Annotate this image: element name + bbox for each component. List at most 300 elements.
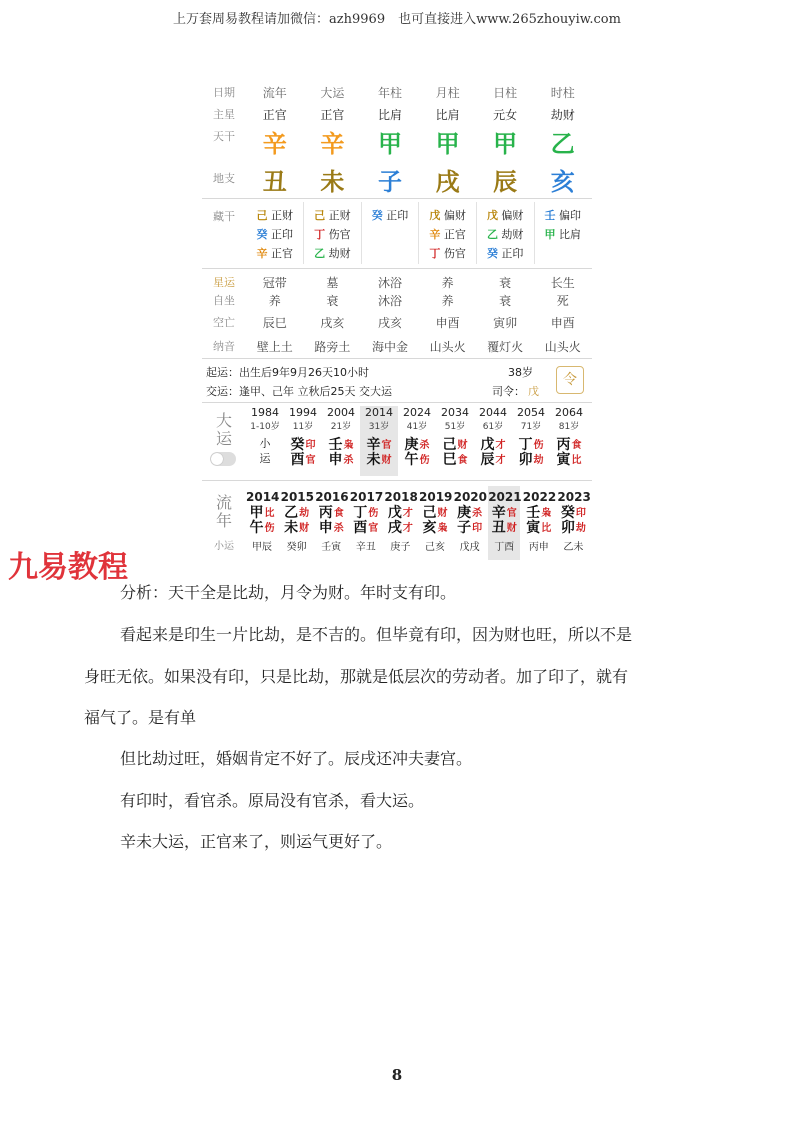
dayun-xiaoyun-char: 小 [259, 437, 271, 450]
liunian-ganzhi [384, 506, 416, 536]
dayun-age: 81岁 [558, 422, 580, 432]
kongwang-cell: 戌亥 [320, 316, 345, 330]
tiangan-label: 天干 [213, 130, 235, 143]
liunian-branch: 申 [318, 520, 333, 536]
liunian-xiaoyun: 己亥 [425, 542, 445, 553]
dizhi-cell: 辰 [493, 168, 518, 196]
canggan-stem: 甲 [544, 228, 556, 241]
divider [303, 202, 304, 264]
liunian-column[interactable] [488, 486, 520, 560]
liunian-stem: 乙 [284, 505, 299, 521]
bazi-chart-panel [202, 76, 592, 564]
canggan-stem: 乙 [314, 247, 326, 260]
page-number: 8 [391, 1066, 403, 1084]
dayun-year: 2064 [555, 406, 583, 419]
dayun-column[interactable] [398, 406, 436, 476]
liunian-branch: 卯 [560, 520, 575, 536]
dayun-god: 官 [381, 440, 392, 451]
dayun-year: 1984 [251, 406, 279, 419]
canggan-god: 伤官 [325, 228, 351, 241]
canggan-god: 正官 [440, 228, 466, 241]
dizhi-cell: 丑 [262, 168, 287, 196]
paragraph-3: 但比劫过旺，婚姻肯定不好了。辰戌还冲夫妻宫。 [120, 749, 473, 768]
liunian-stem: 庚 [457, 505, 472, 521]
kongwang-cell: 辰巳 [262, 316, 287, 330]
dayun-ganzhi [474, 438, 512, 468]
dayun-god: 财 [381, 455, 392, 466]
dayun-stem: 壬 [328, 437, 343, 453]
dizhi-cell: 亥 [550, 168, 575, 196]
canggan-stem: 丁 [314, 228, 326, 241]
canggan-item [246, 206, 304, 225]
xingyun-cell: 衰 [499, 276, 512, 290]
nayin-cell: 山头火 [544, 340, 581, 354]
divider [202, 198, 592, 199]
column-header: 时柱 [550, 86, 575, 100]
xingyun-cell: 冠带 [262, 276, 287, 290]
liunian-ganzhi [523, 506, 555, 536]
liunian-year: 2014 [246, 490, 280, 504]
dayun-age: 11岁 [292, 422, 314, 432]
liunian-branch: 未 [284, 520, 299, 536]
dayun-ganzhi [284, 438, 322, 468]
canggan-item [304, 206, 362, 225]
liunian-year: 2016 [315, 490, 349, 504]
liunian-branch: 丑 [491, 520, 506, 536]
dayun-god: 伤 [419, 455, 430, 466]
dayun-god: 官 [305, 455, 316, 466]
column-header: 大运 [320, 86, 345, 100]
liunian-column[interactable] [246, 486, 278, 560]
canggan-item [476, 244, 534, 263]
liunian-chars [388, 506, 402, 536]
xingyun-cell: 沐浴 [377, 276, 402, 290]
canggan-label: 藏干 [213, 210, 235, 223]
dayun-god: 劫 [533, 455, 544, 466]
jiaoyun-text: 交运：逢甲、己年 立秋后25天 交大运 [206, 385, 392, 398]
liunian-god: 财 [299, 523, 310, 534]
xingyun-cell: 墓 [326, 276, 339, 290]
xingyun-cell: 长生 [550, 276, 575, 290]
divider [202, 480, 592, 481]
dayun-gods [382, 438, 392, 468]
column-header: 日柱 [493, 86, 518, 100]
liunian-gods [299, 506, 309, 536]
liunian-xiaoyun: 丙申 [528, 542, 549, 553]
dayun-ganzhi [512, 438, 550, 468]
canggan-column [534, 206, 592, 244]
dayun-god: 才 [495, 440, 506, 451]
dayun-branch: 寅 [556, 452, 571, 468]
dayun-column[interactable] [550, 406, 588, 476]
dayun-stem: 己 [442, 437, 457, 453]
liunian-gods [472, 506, 482, 536]
siling-label: 司令： [492, 385, 525, 398]
canggan-god: 正印 [382, 209, 409, 222]
dayun-year: 2004 [327, 406, 355, 419]
nayin-cell: 海中金 [371, 340, 408, 354]
watermark-logo: 九易教程 [8, 550, 128, 585]
dayun-god: 比 [571, 455, 582, 466]
tiangan-row [202, 124, 592, 159]
canggan-god: 正印 [497, 247, 524, 260]
dayun-god: 枭 [343, 440, 354, 451]
liunian-column[interactable] [419, 486, 451, 560]
zizuo-row [202, 292, 592, 309]
dayun-year: 2024 [403, 406, 431, 419]
dayun-gods [496, 438, 506, 468]
liunian-chars [457, 506, 471, 536]
dayun-gods [572, 438, 582, 468]
divider [534, 202, 535, 264]
dayun-year: 2054 [517, 406, 545, 419]
dayun-ganzhi [436, 438, 474, 468]
dayun-column[interactable] [322, 406, 360, 476]
dayun-column[interactable] [436, 406, 474, 476]
canggan-god: 正财 [267, 209, 294, 222]
liunian-xiaoyun: 戊戌 [459, 542, 480, 553]
liunian-year: 2019 [419, 490, 453, 504]
main-star-row [202, 106, 592, 123]
dayun-column[interactable] [474, 406, 512, 476]
dizhi-cell: 子 [377, 168, 402, 196]
liunian-branch: 戌 [387, 520, 402, 536]
column-header: 流年 [262, 86, 287, 100]
dayun-age: 71岁 [520, 422, 542, 432]
kongwang-cell: 寅卯 [493, 316, 518, 330]
canggan-stem: 戊 [429, 209, 441, 222]
zizuo-cell: 养 [268, 294, 281, 308]
liunian-god: 杀 [472, 508, 483, 519]
canggan-item [246, 244, 304, 263]
canggan-god: 劫财 [497, 228, 524, 241]
liunian-gods [541, 506, 551, 536]
liunian-god: 枭 [437, 523, 448, 534]
paragraph-2: 看起来是印生一片比劫，是不吉的。但毕竟有印，因为财也旺，所以不是 [120, 625, 633, 644]
canggan-column [304, 206, 362, 263]
liunian-stem: 戊 [387, 505, 402, 521]
liunian-branch: 亥 [422, 520, 437, 536]
liunian-xiaoyun: 庚子 [390, 542, 411, 553]
dayun-year: 2034 [441, 406, 469, 419]
canggan-stem: 癸 [371, 209, 383, 222]
canggan-item [534, 206, 592, 225]
dayun-god: 伤 [533, 440, 544, 451]
tiangan-cell: 甲 [493, 130, 518, 158]
liunian-chars [353, 506, 367, 536]
tiangan-cell: 辛 [320, 130, 345, 158]
liunian-column[interactable] [350, 486, 382, 560]
dayun-column[interactable] [246, 406, 284, 476]
canggan-item [246, 225, 304, 244]
canggan-stem: 辛 [256, 247, 268, 260]
liunian-chars [250, 506, 264, 536]
tiangan-cell: 甲 [377, 130, 402, 158]
dayun-branch: 未 [366, 452, 381, 468]
paragraph-5: 辛未大运，正官来了，则运气更好了。 [120, 832, 393, 851]
dayun-ganzhi [398, 438, 436, 468]
liunian-column[interactable] [281, 486, 313, 560]
liunian-year: 2015 [280, 490, 314, 504]
zizuo-cell: 养 [441, 294, 454, 308]
dayun-column[interactable] [284, 406, 322, 476]
main-star-cell: 元女 [493, 108, 518, 122]
canggan-god: 偏印 [555, 209, 582, 222]
dayun-gods [306, 438, 316, 468]
liunian-xiaoyun: 辛丑 [355, 542, 376, 553]
canggan-column [419, 206, 477, 263]
canggan-god: 正财 [325, 209, 351, 222]
liunian-god: 比 [264, 508, 275, 519]
dayun-god: 杀 [419, 440, 430, 451]
dayun-chars [405, 438, 419, 468]
kongwang-cell: 申酉 [435, 316, 460, 330]
liunian-chars [492, 506, 506, 536]
column-header: 年柱 [377, 86, 402, 100]
dayun-chars [443, 438, 457, 468]
liunian-ganzhi [281, 506, 313, 536]
dayun-stem: 丙 [556, 437, 571, 453]
liunian-chars [319, 506, 333, 536]
liunian-god: 杀 [333, 523, 344, 534]
divider [202, 358, 592, 359]
paragraph-2-cont2: 福气了。是有单 [84, 708, 197, 727]
liunian-gods [403, 506, 413, 536]
divider [476, 202, 477, 264]
liunian-god: 财 [506, 523, 517, 534]
liunian-year: 2023 [557, 490, 591, 504]
dayun-god: 食 [457, 455, 468, 466]
liunian-stem: 丁 [353, 505, 368, 521]
liunian-chars [423, 506, 437, 536]
dayun-column[interactable] [360, 406, 398, 476]
liunian-god: 枭 [541, 508, 552, 519]
dayun-god: 才 [495, 455, 506, 466]
nayin-cell: 山头火 [429, 340, 466, 354]
tiangan-cell: 辛 [262, 130, 287, 158]
dayun-chars [291, 438, 305, 468]
canggan-stem: 己 [256, 209, 268, 222]
nayin-label: 纳音 [213, 340, 235, 353]
canggan-god: 正印 [267, 228, 294, 241]
liunian-stem: 壬 [526, 505, 541, 521]
kongwang-cell: 戌亥 [377, 316, 402, 330]
dizhi-cell: 戌 [435, 168, 460, 196]
tiangan-cell: 甲 [435, 130, 460, 158]
canggan-column [476, 206, 534, 263]
dayun-column[interactable] [512, 406, 550, 476]
kongwang-row [202, 314, 592, 331]
liunian-gods [334, 506, 344, 536]
liunian-column[interactable] [557, 486, 589, 560]
dayun-age: 31岁 [368, 422, 390, 432]
liunian-year: 2021 [488, 490, 522, 504]
liunian-chars [526, 506, 540, 536]
dayun-age: 51岁 [444, 422, 466, 432]
zizuo-label: 自坐 [213, 294, 235, 307]
liunian-ganzhi [246, 506, 278, 536]
dayun-age: 1-10岁 [250, 422, 280, 432]
liunian-gods [438, 506, 448, 536]
paragraph-1: 分析：天干全是比劫，月令为财。年时支有印。 [120, 583, 457, 602]
dayun-chars [367, 438, 381, 468]
liunian-ganzhi [488, 506, 520, 536]
qiyun-age: 38岁 [508, 366, 533, 379]
liunian-stem: 辛 [491, 505, 506, 521]
column-header-row [202, 84, 592, 101]
liunian-ganzhi [419, 506, 451, 536]
canggan-god: 劫财 [325, 247, 351, 260]
canggan-item [419, 206, 477, 225]
kongwang-label: 空亡 [213, 316, 235, 329]
liunian-column[interactable] [384, 486, 416, 560]
dayun-ganzhi [360, 438, 398, 468]
canggan-item [476, 225, 534, 244]
dayun-branch: 午 [404, 452, 419, 468]
dizhi-cell: 未 [320, 168, 345, 196]
canggan-stem: 己 [314, 209, 326, 222]
liunian-xiaoyun: 癸卯 [286, 542, 307, 553]
canggan-column [361, 206, 419, 225]
dayun-year: 2044 [479, 406, 507, 419]
liunian-gods [368, 506, 378, 536]
liunian-year: 2020 [453, 490, 487, 504]
dayun-branch: 卯 [518, 452, 533, 468]
dayun-chars [519, 438, 533, 468]
canggan-stem: 辛 [429, 228, 441, 241]
main-star-label: 主星 [213, 108, 235, 121]
dayun-label: 大运 [215, 411, 232, 448]
dizhi-label: 地支 [213, 172, 235, 185]
dayun-gods [344, 438, 354, 468]
dayun-gods [458, 438, 468, 468]
tiangan-cell: 乙 [550, 130, 575, 158]
dizhi-row [202, 162, 592, 197]
divider [418, 202, 419, 264]
canggan-item [534, 225, 592, 244]
canggan-item [419, 225, 477, 244]
nayin-cell: 壁上土 [256, 340, 293, 354]
liunian-god: 比 [541, 523, 552, 534]
dayun-branch: 酉 [290, 452, 305, 468]
main-star-cell: 比肩 [435, 108, 460, 122]
dayun-stem: 癸 [290, 437, 305, 453]
liunian-label: 流年 [215, 493, 232, 530]
dayun-god: 财 [457, 440, 468, 451]
xingyun-label: 星运 [213, 276, 235, 289]
canggan-item [419, 244, 477, 263]
xingyun-row [202, 274, 592, 291]
liunian-gods [507, 506, 517, 536]
canggan-item [361, 206, 419, 225]
zizuo-cell: 衰 [499, 294, 512, 308]
dayun-age: 21岁 [330, 422, 352, 432]
liunian-branch: 午 [249, 520, 264, 536]
liunian-branch: 子 [457, 520, 472, 536]
liunian-god: 官 [368, 523, 379, 534]
nayin-cell: 路旁土 [314, 340, 351, 354]
liunian-god: 伤 [264, 523, 275, 534]
liunian-god: 印 [575, 508, 586, 519]
liunian-ganzhi [454, 506, 486, 536]
liunian-god: 才 [402, 508, 413, 519]
liunian-god: 财 [437, 508, 448, 519]
liunian-god: 劫 [299, 508, 310, 519]
xiaoyun-toggle[interactable] [210, 452, 236, 466]
canggan-stem: 壬 [544, 209, 556, 222]
liunian-stem: 己 [422, 505, 437, 521]
dayun-year: 2014 [365, 406, 393, 419]
canggan-item [476, 206, 534, 225]
liunian-gods [265, 506, 275, 536]
liunian-xiaoyun: 壬寅 [321, 542, 342, 553]
liunian-chars [284, 506, 298, 536]
dayun-stem: 辛 [366, 437, 381, 453]
liunian-xiaoyun: 丁酉 [494, 542, 515, 553]
canggan-god: 偏财 [440, 209, 466, 222]
dayun-gods [534, 438, 544, 468]
liunian-year: 2022 [522, 490, 557, 504]
dayun-year: 1994 [289, 406, 317, 419]
liunian-branch: 酉 [353, 520, 368, 536]
canggan-stem: 乙 [486, 228, 498, 241]
dayun-chars [329, 438, 343, 468]
liunian-branch: 寅 [526, 520, 541, 536]
dayun-ganzhi [550, 438, 588, 468]
liunian-ganzhi [350, 506, 382, 536]
liunian-column[interactable] [454, 486, 486, 560]
dayun-god: 印 [305, 440, 316, 451]
zizuo-cell: 沐浴 [377, 294, 402, 308]
liunian-xiaoyun: 甲辰 [252, 542, 272, 553]
liunian-year: 2017 [349, 490, 384, 504]
dayun-god: 食 [571, 440, 582, 451]
canggan-god: 正官 [267, 247, 294, 260]
liunian-ganzhi [315, 506, 347, 536]
liunian-god: 印 [472, 523, 483, 534]
liunian-god: 官 [506, 508, 517, 519]
date-label: 日期 [213, 86, 235, 99]
dayun-stem: 戊 [480, 437, 495, 453]
paragraph-4: 有印时，看官杀。原局没有官杀，看大运。 [120, 791, 425, 810]
liunian-god: 劫 [575, 523, 586, 534]
liunian-stem: 丙 [318, 505, 333, 521]
liunian-ganzhi [557, 506, 589, 536]
dayun-branch: 申 [328, 452, 343, 468]
dayun-age: 61岁 [482, 422, 504, 432]
liunian-stem: 癸 [560, 505, 575, 521]
canggan-stem: 戊 [486, 209, 498, 222]
liunian-column[interactable] [523, 486, 555, 560]
liunian-god: 食 [333, 508, 344, 519]
main-star-cell: 比肩 [377, 108, 402, 122]
main-star-cell: 正官 [262, 108, 287, 122]
canggan-god: 偏财 [497, 209, 524, 222]
liunian-god: 才 [402, 523, 413, 534]
dayun-gods [420, 438, 430, 468]
liunian-xiaoyun-label: 小运 [214, 541, 234, 552]
ling-calendar-icon[interactable]: 令 [556, 366, 584, 394]
canggan-item [304, 225, 362, 244]
canggan-god: 伤官 [440, 247, 466, 260]
siling-value: 戊 [528, 385, 539, 398]
dayun-chars [481, 438, 495, 468]
liunian-column[interactable] [315, 486, 347, 560]
divider [202, 402, 592, 403]
divider [202, 268, 592, 269]
kongwang-cell: 申酉 [550, 316, 575, 330]
liunian-chars [561, 506, 575, 536]
